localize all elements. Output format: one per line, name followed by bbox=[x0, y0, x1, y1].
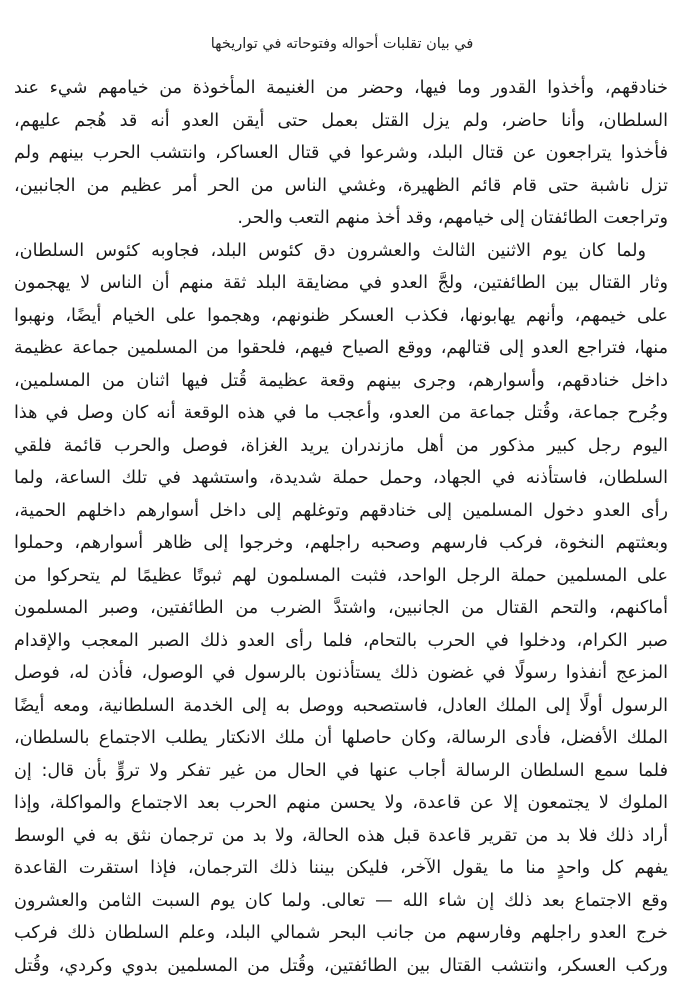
text-line: الرسول أولًا إلى الملك العادل، فاستصحبه ووصل به إلى الخدمة السلطانية، ومعه أيضًا bbox=[14, 695, 668, 716]
body-text bbox=[14, 72, 668, 992]
text-line: أراد ذلك فلا بد من تقرير قاعدة قبل هذه الحالة، ولا بد من ترجمان نثق به في الوسط bbox=[14, 825, 668, 846]
text-line: وثار القتال بين الطائفتين، ولجَّ العدو في مضايقة البلد ثقة منهم أن الناس لا يهجمون bbox=[14, 273, 668, 293]
text-line: المزعج أنفذوا رسولًا في غضون ذلك يستأذنون بالرسول في الوصول، فأذن له، فوصل bbox=[14, 663, 668, 683]
text-line: فلما سمع السلطان الرسالة أجاب عنها في الحال من غير تفكر ولا تروٍّ بأن قال: إن bbox=[14, 760, 668, 781]
text-line: أماكنهم، والتحم القتال من الجانبين، واشتدَّ الضرب من الطائفتين، وصبر المسلمون bbox=[14, 598, 668, 618]
text-line: الملوك لا يجتمعون إلا عن قاعدة، ولا يحسن منهم الحرب بعد الاجتماع والمواكلة، وإذا bbox=[14, 793, 668, 813]
text-line: تزل ناشبة حتى قام قائم الظهيرة، وغشي الناس من الحر أمر عظيم من الجانبين، bbox=[14, 175, 668, 196]
text-line: وقع الاجتماع بعد ذلك إن شاء الله — تعالى. ولما كان يوم السبت الثامن والعشرون bbox=[14, 890, 668, 911]
paragraph-start-line: ولما كان يوم الاثنين الثالث والعشرون دق كئوس البلد، فجاوبه كئوس السلطان، bbox=[14, 240, 646, 261]
text-line: داخل خنادقهم، وأسوارهم، وجرى بينهم وقعة عظيمة قُتل فيها اثنان من المسلمين، bbox=[14, 370, 668, 391]
text-line: على خيمهم، وأنهم يهابونها، فكذب العسكر ظنونهم، وهجموا على الخيام أيضًا، ونهبوا bbox=[14, 305, 668, 326]
text-line: وبعثتهم النخوة، فركب فارسهم وصحبه راجلهم، وخرجوا إلى ظاهر أسوارهم، وحملوا bbox=[14, 533, 668, 553]
running-header: في بيان تقلبات أحواله وفتوحاته في تواريخها bbox=[210, 36, 474, 52]
text-line: السلطان، فاستأذنه في الجهاد، وحمل حملة شديدة، واستشهد في تلك الساعة، ولما bbox=[14, 468, 668, 488]
text-line: خرج العدو راجلهم وفارسهم من جانب البحر شمالي البلد، وعلم السلطان ذلك فركب bbox=[14, 923, 668, 943]
paragraph-end-line: وتراجعت الطائفتان إلى خيامهم، وقد أخذ منهم التعب والحر. bbox=[237, 208, 668, 228]
text-line: منها، فتراجع العدو إلى قتالهم، ووقع الصياح فيهم، فلحقوا من المسلمين جماعة عظيمة bbox=[14, 338, 668, 358]
text-line: صبر الكرام، ودخلوا في الحرب بالتحام، فلما رأى العدو ذلك الصبر المعجب والإقدام bbox=[14, 630, 668, 651]
text-line: يفهم كل واحدٍ منا ما يقول الآخر، فليكن بيننا ذلك الترجمان، فإذا استقرت القاعدة bbox=[14, 858, 668, 878]
text-line: رأى العدو دخول المسلمين إلى خنادقهم وتوغلهم إلى داخل أسوارهم داخلهم الحمية، bbox=[14, 500, 668, 521]
text-line: وجُرح جماعة، وقُتل جماعة من العدو، وأعجب ما في هذه الوقعة أنه كان وصل في هذا bbox=[14, 403, 668, 423]
text-line: على المسلمين حملة الرجل الواحد، فثبت المسلمون لهم ثبوتًا عظيمًا لم يتحركوا من bbox=[14, 565, 668, 586]
text-line: فأخذوا يتراجعون عن قتال البلد، وشرعوا في قتال العساكر، وانتشب الحرب بينهم ولم bbox=[14, 143, 668, 163]
text-line: اليوم رجل كبير مذكور من أهل مازندران يريد الغزاة، فوصل والحرب قائمة فلقي bbox=[14, 435, 668, 456]
text-line: السلطان، وأنا حاضر، ولم يزل القتل بعمل حتى أيقن العدو أنه قد هُجم عليهم، bbox=[14, 110, 668, 131]
text-line: الملك الأفضل، فأدى الرسالة، وكان حاصلها أن ملك الانكتار يطلب الاجتماع بالسلطان، bbox=[14, 728, 668, 748]
text-line: خنادقهم، وأخذوا القدور وما فيها، وحضر من الغنيمة المأخوذة من خيامهم شيء عند bbox=[14, 78, 668, 98]
text-line: وركب العسكر، وانتشب القتال بين الطائفتين، وقُتل من المسلمين بدوي وكردي، وقُتل bbox=[14, 955, 668, 976]
